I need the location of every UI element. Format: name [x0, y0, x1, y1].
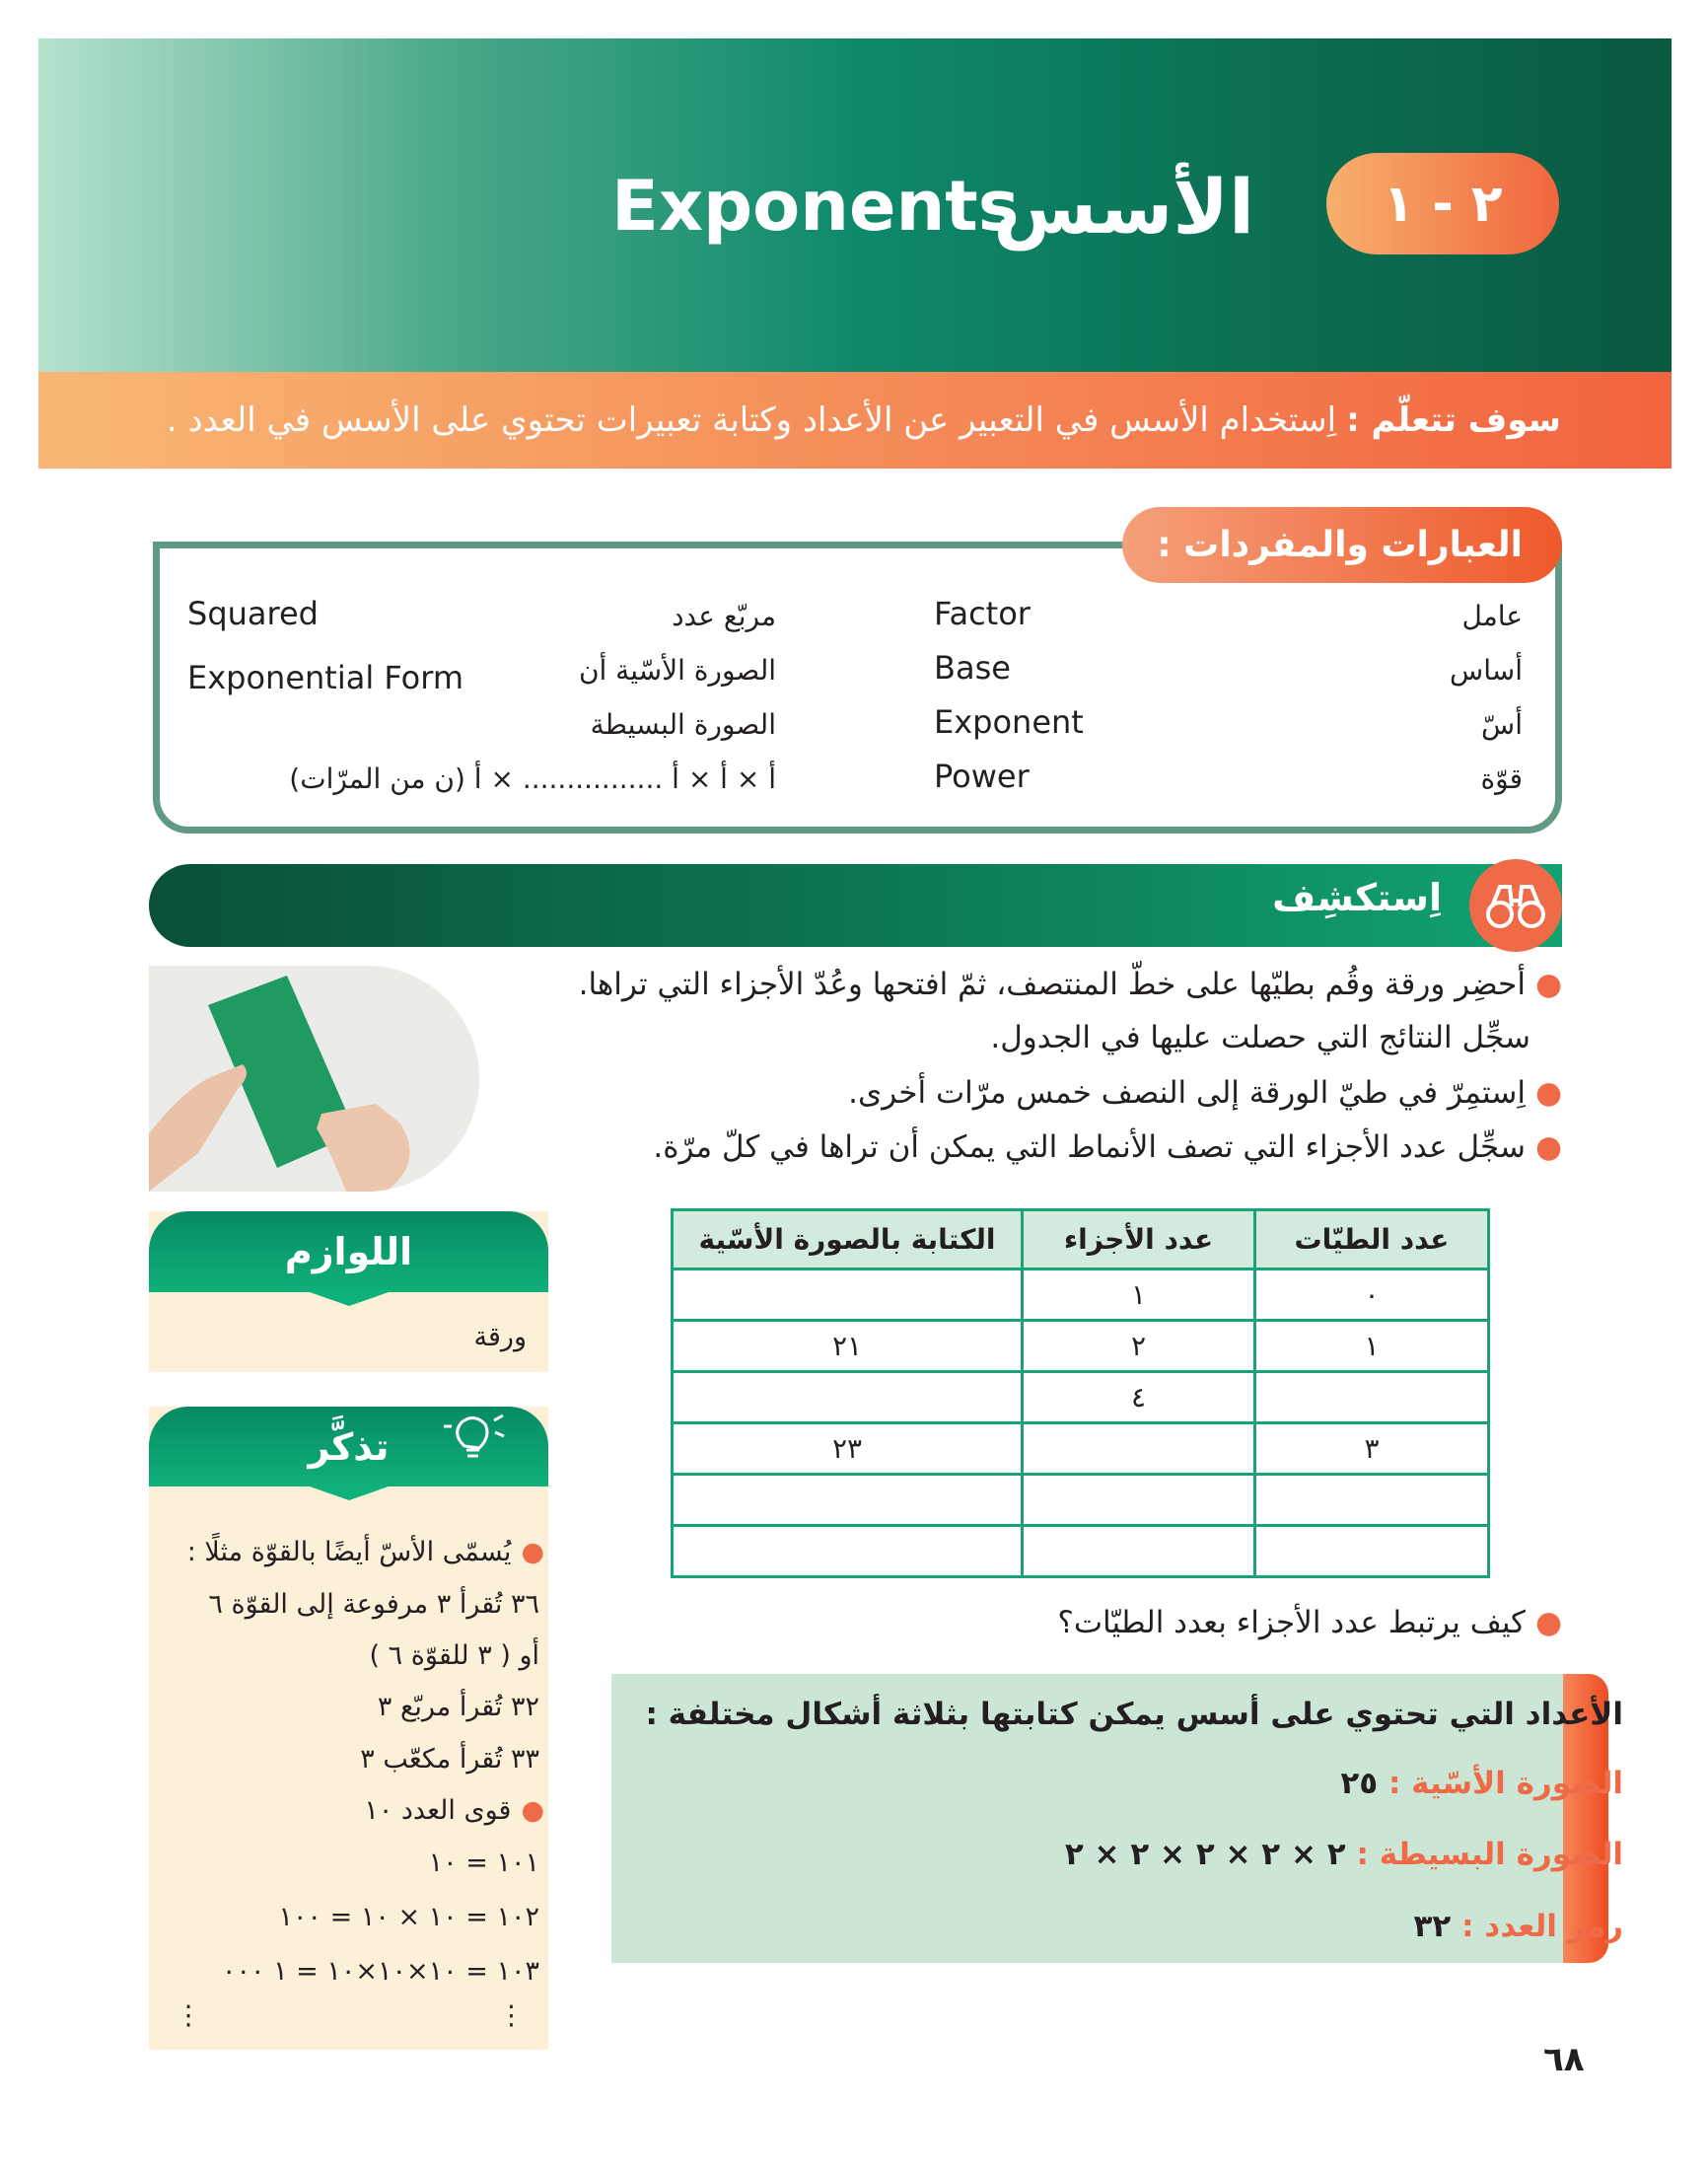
remember-line: ٣٢ تُقرأ مربّع ٣	[377, 1692, 539, 1722]
remember-line: ٣٦ تُقرأ ٣ مرفوعة إلى القوّة ٦	[208, 1589, 539, 1620]
remember-heading: تذكَّر	[308, 1424, 390, 1469]
title-arabic: الأسس	[993, 163, 1254, 251]
cell: ٤	[1023, 1372, 1255, 1423]
explore-bullet: ●اِستمِرّ في طيّ الورقة إلى النصف خمس مرّات أخرى.	[848, 1075, 1562, 1111]
page-number: ٦٨	[1543, 2040, 1585, 2079]
cell	[673, 1475, 1023, 1526]
cell	[1255, 1526, 1489, 1577]
cell: ٢	[1023, 1321, 1255, 1372]
cell	[1255, 1372, 1489, 1423]
cell: ٢١	[673, 1321, 1023, 1372]
remember-line: ●قوى العدد ١٠	[364, 1795, 544, 1826]
vocab-ar: الصورة الأسّية أن	[578, 654, 776, 687]
column-header: عدد الأجزاء	[1023, 1210, 1255, 1269]
remember-line: ١٠٢ = ١٠ × ١٠ = ١٠٠	[278, 1902, 539, 1932]
supply-item: ورقة	[473, 1322, 527, 1352]
lesson-number-badge: ٢ - ١	[1326, 153, 1559, 254]
remember-ellipsis: ⋮ ⋮	[175, 2000, 525, 2031]
folds-table	[671, 1208, 1490, 1578]
cell	[1023, 1423, 1255, 1475]
column-header: الكتابة بالصورة الأسّية	[673, 1210, 1023, 1269]
vocab-ar: الصورة البسيطة	[590, 708, 776, 741]
cell	[1023, 1526, 1255, 1577]
cell	[673, 1372, 1023, 1423]
vocab-ar: أسّ	[1481, 708, 1523, 741]
remember-line: ٣٣ تُقرأ مكعّب ٣	[360, 1744, 539, 1775]
key-concept-intro: الأعداد التي تحتوي على أسس يمكن كتابتها بثلاثة أشكال مختلفة :	[645, 1697, 1623, 1732]
lightbulb-icon	[440, 1407, 509, 1476]
cell: ٠	[1255, 1269, 1489, 1321]
remember-line: ١٠٣ = ١٠×١٠×١٠ = ١ ٠٠٠	[221, 1956, 539, 1987]
cell	[1023, 1475, 1255, 1526]
table-row	[673, 1269, 1489, 1321]
binoculars-icon	[1469, 859, 1562, 952]
vocab-en: Factor	[934, 595, 1031, 632]
vocab-en: Exponential Form	[187, 659, 464, 696]
cell	[673, 1269, 1023, 1321]
form-row: الصورة البسيطة : ٢ × ٢ × ٢ × ٢ × ٢	[1064, 1837, 1623, 1872]
objective-text: اِستخدام الأسس في التعبير عن الأعداد وكتابة تعبيرات تحتوي على الأسس في العدد .	[166, 400, 1337, 440]
supplies-box	[149, 1211, 548, 1372]
explore-heading: اِستكشِف	[1272, 876, 1442, 919]
cell: ٣	[1255, 1423, 1489, 1475]
table-row	[673, 1423, 1489, 1475]
objective-bar	[38, 372, 1672, 469]
form-row: الصورة الأسّية : ٢٥	[1340, 1766, 1623, 1801]
vocab-ar: أ × أ × أ ................ × أ (ن من المرّات)	[289, 762, 776, 795]
paper-folding-photo	[149, 966, 479, 1192]
explore-question: ●كيف يرتبط عدد الأجزاء بعدد الطيّات؟	[1057, 1605, 1562, 1640]
vocabulary-heading: العبارات والمفردات :	[1122, 507, 1562, 583]
title-english: Exponents	[611, 166, 1020, 247]
table-row	[673, 1321, 1489, 1372]
table-row	[673, 1526, 1489, 1577]
explore-bullet: ●سجِّل عدد الأجزاء التي تصف الأنماط التي يمكن أن تراها في كلّ مرّة.	[653, 1129, 1562, 1165]
vocab-ar: عامل	[1461, 600, 1523, 632]
vocab-en: Power	[934, 758, 1030, 795]
vocab-en: Base	[934, 649, 1011, 687]
cell	[673, 1526, 1023, 1577]
form-row: رمز العدد : ٣٢	[1413, 1909, 1623, 1944]
supplies-heading: اللوازم	[149, 1211, 548, 1292]
objective-label: سوف تتعلّم :	[1346, 400, 1561, 440]
vocab-en: Exponent	[934, 703, 1084, 741]
cell: ١	[1023, 1269, 1255, 1321]
explore-bullet: ●أحضِر ورقة وقُم بطيّها على خطّ المنتصف، ثمّ افتحها وعُدّ الأجزاء التي تراها.	[578, 967, 1562, 1002]
table-row	[673, 1372, 1489, 1423]
vocab-ar: أساس	[1450, 654, 1523, 687]
column-header: عدد الطيّات	[1255, 1210, 1489, 1269]
explore-bullet: سجِّل النتائج التي حصلت عليها في الجدول.	[990, 1020, 1530, 1055]
vocab-en: Squared	[187, 595, 319, 632]
vocab-ar: قوّة	[1480, 762, 1523, 795]
vocab-ar: مربّع عدد	[672, 600, 776, 632]
cell	[1255, 1475, 1489, 1526]
remember-header	[149, 1407, 548, 1486]
remember-box	[149, 1407, 548, 2050]
cell: ٢٣	[673, 1423, 1023, 1475]
remember-line: ●يُسمّى الأسّ أيضًا بالقوّة مثلًا :	[186, 1537, 544, 1567]
remember-line: ١٠١ = ١٠	[428, 1848, 539, 1878]
remember-line: أو ( ٣ للقوّة ٦ )	[369, 1640, 539, 1671]
table-row	[673, 1475, 1489, 1526]
cell: ١	[1255, 1321, 1489, 1372]
